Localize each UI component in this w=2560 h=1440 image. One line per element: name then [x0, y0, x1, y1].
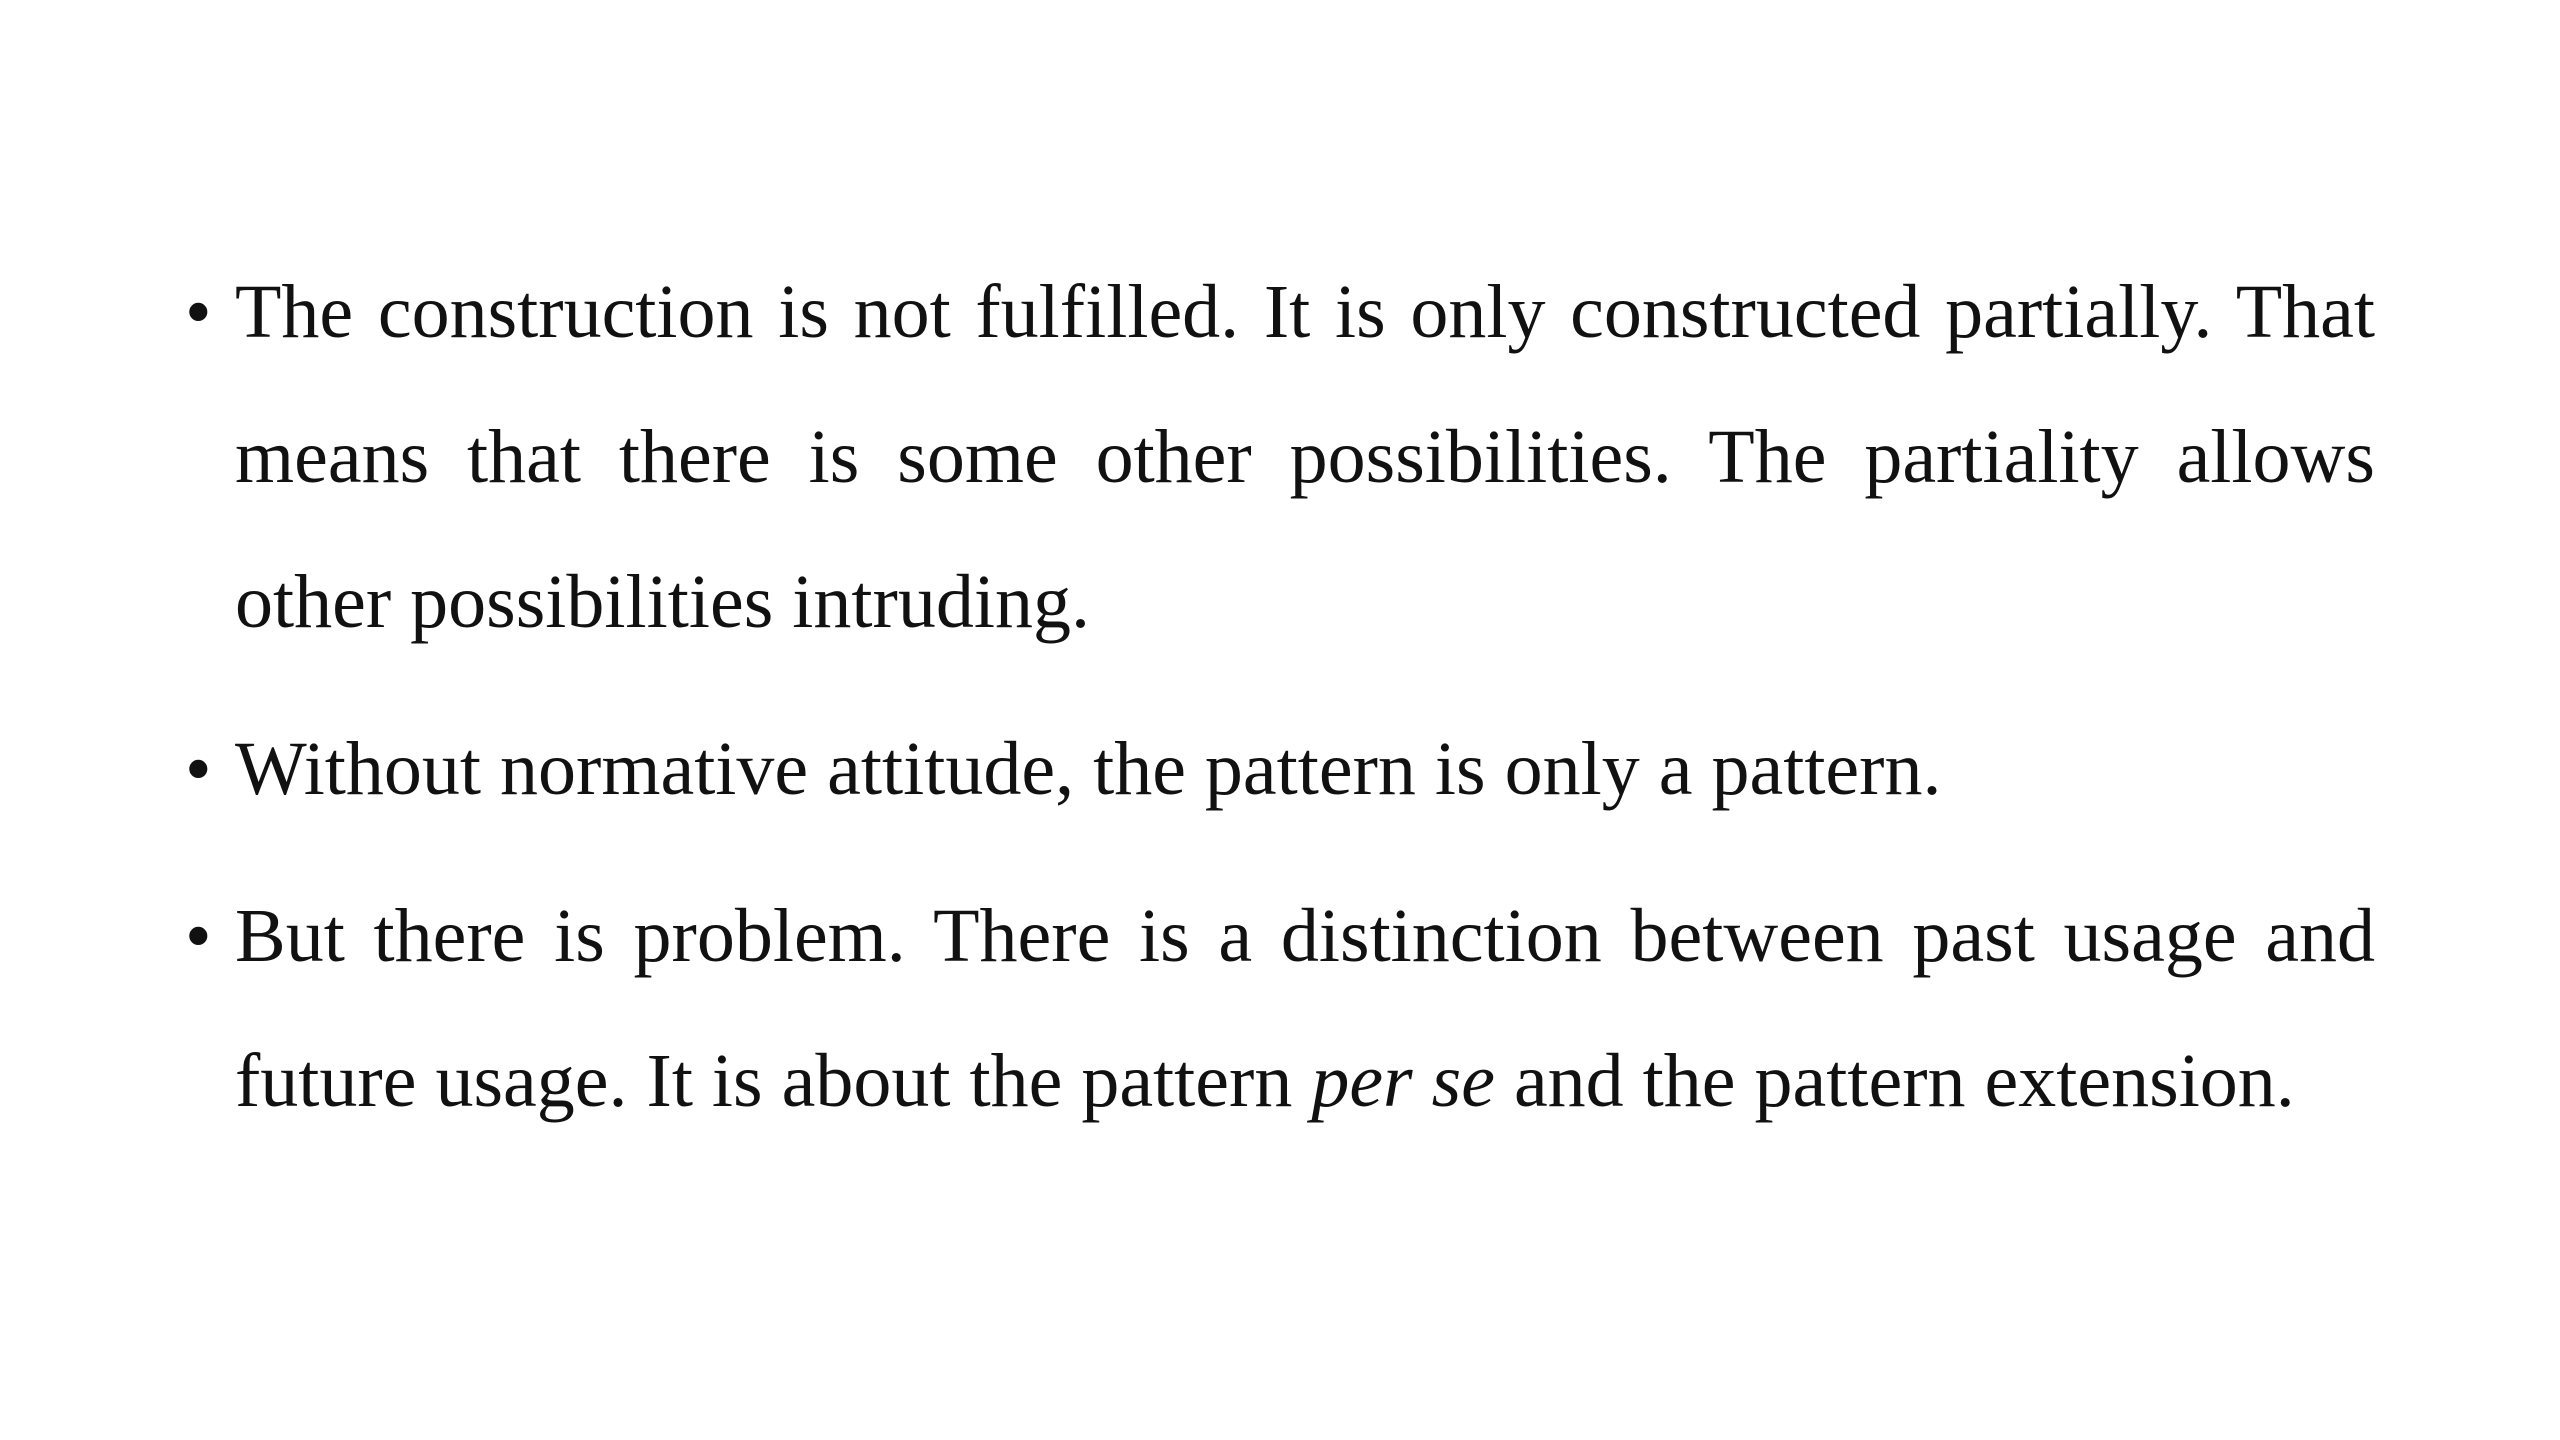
bullet-icon: • [185, 894, 212, 978]
bullet-text-part: and the pattern extension. [1494, 1039, 2295, 1123]
bullet-icon: • [185, 270, 212, 354]
bullet-item [185, 240, 2375, 675]
bullet-item [185, 864, 2375, 1154]
italic-term: per se [1311, 1039, 1495, 1123]
bullet-icon: • [185, 727, 212, 811]
bullet-text [235, 894, 2375, 1123]
bullet-text-part: But there is problem. There is a distinction between past usage and future usage. It is about the pattern [235, 894, 2375, 1123]
bullet-text: Without normative attitude, the pattern is only a pattern. [235, 727, 1942, 811]
bullet-text: The construction is not fulfilled. It is only constructed partially. That means that there is some other possibilities. The partiality allows other possibilities intruding. [235, 270, 2375, 644]
bullet-list [185, 240, 2375, 1154]
bullet-item [185, 697, 2375, 842]
